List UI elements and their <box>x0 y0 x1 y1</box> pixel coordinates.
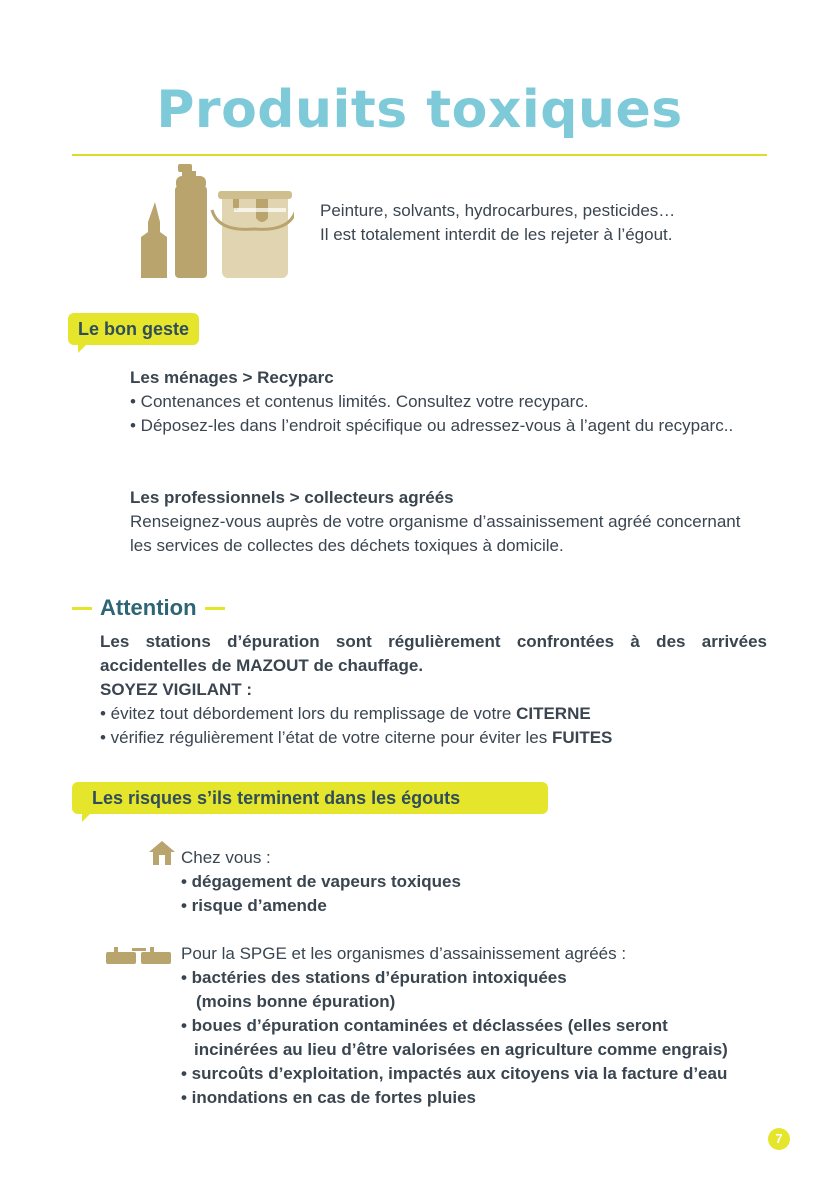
bon-geste-label: Le bon geste <box>68 313 199 345</box>
chez-vous-label: Chez vous : <box>181 848 271 867</box>
dash-right <box>205 607 225 610</box>
page-title: Produits toxiques <box>156 80 683 140</box>
risques-tag <box>72 782 548 822</box>
spge-bullet: • boues d’épuration contaminées et déclassées (elles seront <box>181 1016 668 1035</box>
attention-bullet-text: • vérifiez régulièrement l’état de votre citerne pour éviter les <box>100 728 552 747</box>
attention-bullet <box>100 702 767 726</box>
attention-bullet-strong: FUITES <box>551 728 613 747</box>
attention-bullet-text: • évitez tout débordement lors du remplissage de votre <box>100 704 517 723</box>
menages-bullet: • Déposez-les dans l’endroit spécifique ou adressez-vous à l’agent du recyparc.. <box>130 416 734 435</box>
spge-bullet: • surcoûts d’exploitation, impactés aux citoyens via la facture d’eau <box>181 1064 728 1083</box>
professionnels-section <box>130 486 750 558</box>
title-divider <box>72 154 767 156</box>
attention-bullet-strong: CITERNE <box>516 704 591 723</box>
spge-bullet-cont: (moins bonne épuration) <box>196 992 396 1011</box>
chez-vous-section <box>181 846 767 918</box>
page-number: 7 <box>768 1128 790 1150</box>
tag-tail <box>82 814 90 822</box>
professionnels-heading: Les professionnels > collecteurs agréés <box>130 488 454 507</box>
menages-heading: Les ménages > Recyparc <box>130 368 334 387</box>
attention-body <box>100 630 767 750</box>
chez-vous-bullet: • risque d’amende <box>181 896 327 915</box>
bon-geste-tag <box>68 313 199 353</box>
menages-bullet: • Contenances et contenus limités. Consultez votre recyparc. <box>130 392 589 411</box>
spge-bullet: • bactéries des stations d’épuration intoxiquées <box>181 968 567 987</box>
toxic-products-icon <box>138 162 294 280</box>
attention-heading <box>72 595 225 621</box>
intro-line: Il est totalement interdit de les rejeter à l’égout. <box>320 225 673 244</box>
menages-section <box>130 366 767 438</box>
tag-tail <box>78 345 86 353</box>
risques-label: Les risques s’ils terminent dans les égouts <box>72 782 548 814</box>
attention-title: Attention <box>100 595 197 620</box>
attention-lead: Les stations d’épuration sont régulièrement confrontées à des arrivées accidentelles de MAZOUT de chauffage. <box>100 632 767 675</box>
spge-section <box>181 942 781 1110</box>
intro-text <box>320 199 675 247</box>
treatment-plant-icon <box>106 946 172 964</box>
dash-left <box>72 607 92 610</box>
attention-vigilant: SOYEZ VIGILANT : <box>100 680 253 699</box>
spge-label: Pour la SPGE et les organismes d’assainissement agréés : <box>181 944 627 963</box>
professionnels-text: Renseignez-vous auprès de votre organisme d’assainissement agréé concernant les services de collectes des déchets toxiques à domicile. <box>130 512 741 555</box>
spge-bullet: • inondations en cas de fortes pluies <box>181 1088 477 1107</box>
spge-bullet-cont: incinérées au lieu d’être valorisées en agriculture comme engrais) <box>194 1040 728 1059</box>
attention-bullet <box>100 726 767 750</box>
chez-vous-bullet: • dégagement de vapeurs toxiques <box>181 872 461 891</box>
house-icon <box>148 840 176 866</box>
intro-line: Peinture, solvants, hydrocarbures, pesticides… <box>320 201 676 220</box>
